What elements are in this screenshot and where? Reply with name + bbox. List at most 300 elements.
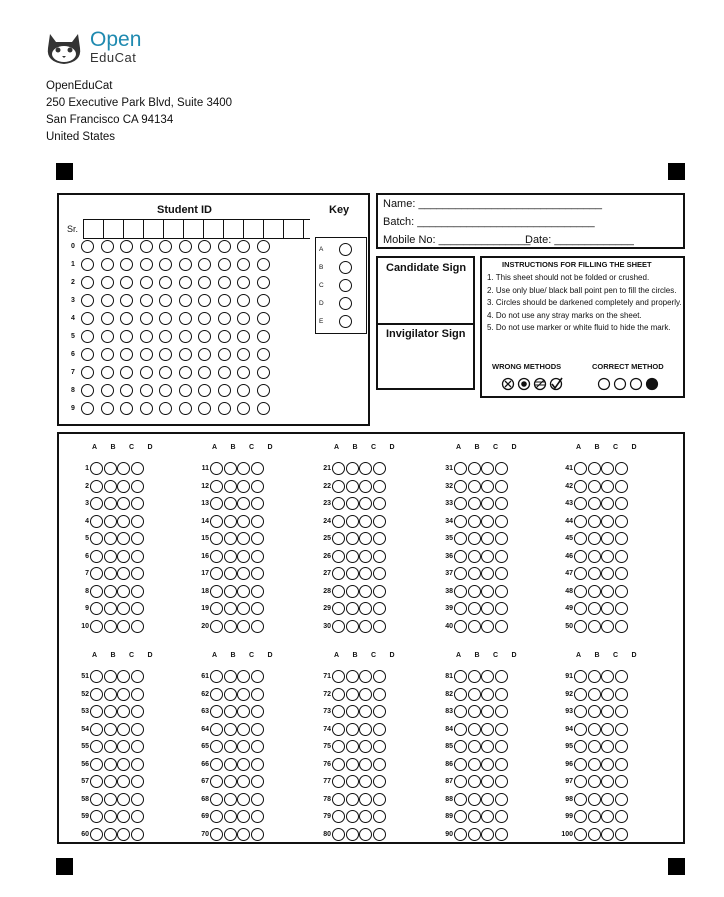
answer-bubble[interactable]: [237, 793, 250, 806]
answer-bubble[interactable]: [131, 515, 144, 528]
answer-bubble[interactable]: [615, 497, 628, 510]
answer-bubble[interactable]: [117, 810, 130, 823]
answer-bubble[interactable]: [131, 602, 144, 615]
id-bubble[interactable]: [198, 258, 211, 271]
answer-bubble[interactable]: [454, 515, 467, 528]
answer-bubble[interactable]: [574, 740, 587, 753]
answer-bubble[interactable]: [373, 670, 386, 683]
answer-bubble[interactable]: [332, 705, 345, 718]
id-bubble[interactable]: [198, 294, 211, 307]
id-bubble[interactable]: [218, 276, 231, 289]
key-bubble[interactable]: [339, 297, 352, 310]
id-bubble[interactable]: [237, 366, 250, 379]
answer-bubble[interactable]: [224, 723, 237, 736]
answer-bubble[interactable]: [104, 688, 117, 701]
answer-bubble[interactable]: [237, 758, 250, 771]
answer-bubble[interactable]: [574, 723, 587, 736]
answer-bubble[interactable]: [332, 550, 345, 563]
answer-bubble[interactable]: [588, 758, 601, 771]
answer-bubble[interactable]: [131, 532, 144, 545]
answer-bubble[interactable]: [454, 462, 467, 475]
answer-bubble[interactable]: [588, 462, 601, 475]
id-bubble[interactable]: [120, 348, 133, 361]
id-bubble[interactable]: [179, 276, 192, 289]
id-digit-box[interactable]: [264, 220, 284, 238]
id-digit-box[interactable]: [284, 220, 304, 238]
answer-bubble[interactable]: [373, 567, 386, 580]
answer-bubble[interactable]: [454, 585, 467, 598]
answer-bubble[interactable]: [495, 758, 508, 771]
answer-bubble[interactable]: [237, 550, 250, 563]
answer-bubble[interactable]: [90, 828, 103, 841]
answer-bubble[interactable]: [454, 688, 467, 701]
answer-bubble[interactable]: [131, 810, 144, 823]
answer-bubble[interactable]: [359, 670, 372, 683]
answer-bubble[interactable]: [104, 462, 117, 475]
id-bubble[interactable]: [257, 312, 270, 325]
answer-bubble[interactable]: [359, 480, 372, 493]
answer-bubble[interactable]: [90, 567, 103, 580]
answer-bubble[interactable]: [104, 620, 117, 633]
answer-bubble[interactable]: [90, 775, 103, 788]
student-id-entry-boxes[interactable]: [83, 219, 310, 239]
answer-bubble[interactable]: [495, 828, 508, 841]
answer-bubble[interactable]: [131, 793, 144, 806]
answer-bubble[interactable]: [373, 480, 386, 493]
mobile-field[interactable]: Mobile No: _______________: [383, 234, 531, 246]
answer-bubble[interactable]: [359, 723, 372, 736]
answer-bubble[interactable]: [468, 688, 481, 701]
answer-bubble[interactable]: [468, 758, 481, 771]
answer-bubble[interactable]: [615, 688, 628, 701]
id-bubble[interactable]: [120, 384, 133, 397]
answer-bubble[interactable]: [251, 810, 264, 823]
answer-bubble[interactable]: [332, 670, 345, 683]
answer-bubble[interactable]: [131, 670, 144, 683]
id-digit-box[interactable]: [124, 220, 144, 238]
id-bubble[interactable]: [218, 240, 231, 253]
answer-bubble[interactable]: [481, 515, 494, 528]
id-bubble[interactable]: [257, 258, 270, 271]
id-bubble[interactable]: [218, 402, 231, 415]
id-bubble[interactable]: [159, 384, 172, 397]
answer-bubble[interactable]: [601, 828, 614, 841]
key-bubble[interactable]: [339, 261, 352, 274]
answer-bubble[interactable]: [210, 602, 223, 615]
answer-bubble[interactable]: [468, 585, 481, 598]
answer-bubble[interactable]: [224, 480, 237, 493]
answer-bubble[interactable]: [615, 550, 628, 563]
answer-bubble[interactable]: [332, 585, 345, 598]
answer-bubble[interactable]: [468, 723, 481, 736]
answer-bubble[interactable]: [251, 670, 264, 683]
answer-bubble[interactable]: [495, 550, 508, 563]
answer-bubble[interactable]: [468, 828, 481, 841]
answer-bubble[interactable]: [251, 567, 264, 580]
id-digit-box[interactable]: [164, 220, 184, 238]
id-bubble[interactable]: [101, 366, 114, 379]
id-digit-box[interactable]: [204, 220, 224, 238]
id-bubble[interactable]: [159, 276, 172, 289]
answer-bubble[interactable]: [615, 740, 628, 753]
answer-bubble[interactable]: [615, 602, 628, 615]
answer-bubble[interactable]: [237, 602, 250, 615]
answer-bubble[interactable]: [117, 828, 130, 841]
answer-bubble[interactable]: [574, 585, 587, 598]
id-bubble[interactable]: [101, 384, 114, 397]
answer-bubble[interactable]: [574, 758, 587, 771]
answer-bubble[interactable]: [454, 828, 467, 841]
answer-bubble[interactable]: [210, 567, 223, 580]
answer-bubble[interactable]: [90, 810, 103, 823]
answer-bubble[interactable]: [117, 620, 130, 633]
answer-bubble[interactable]: [574, 828, 587, 841]
answer-bubble[interactable]: [373, 585, 386, 598]
answer-bubble[interactable]: [359, 688, 372, 701]
answer-bubble[interactable]: [359, 497, 372, 510]
answer-bubble[interactable]: [251, 775, 264, 788]
answer-bubble[interactable]: [481, 550, 494, 563]
id-bubble[interactable]: [81, 402, 94, 415]
id-bubble[interactable]: [179, 384, 192, 397]
answer-bubble[interactable]: [117, 602, 130, 615]
id-bubble[interactable]: [140, 258, 153, 271]
answer-bubble[interactable]: [454, 620, 467, 633]
id-bubble[interactable]: [179, 240, 192, 253]
answer-bubble[interactable]: [574, 775, 587, 788]
answer-bubble[interactable]: [117, 723, 130, 736]
answer-bubble[interactable]: [104, 670, 117, 683]
id-bubble[interactable]: [198, 312, 211, 325]
id-bubble[interactable]: [120, 312, 133, 325]
id-bubble[interactable]: [159, 312, 172, 325]
id-bubble[interactable]: [120, 240, 133, 253]
answer-bubble[interactable]: [237, 688, 250, 701]
id-bubble[interactable]: [237, 330, 250, 343]
answer-bubble[interactable]: [210, 670, 223, 683]
answer-bubble[interactable]: [615, 462, 628, 475]
answer-bubble[interactable]: [90, 480, 103, 493]
answer-bubble[interactable]: [574, 620, 587, 633]
answer-bubble[interactable]: [481, 585, 494, 598]
answer-bubble[interactable]: [346, 462, 359, 475]
id-bubble[interactable]: [81, 330, 94, 343]
answer-bubble[interactable]: [588, 810, 601, 823]
answer-bubble[interactable]: [104, 775, 117, 788]
answer-bubble[interactable]: [495, 620, 508, 633]
id-bubble[interactable]: [257, 384, 270, 397]
answer-bubble[interactable]: [346, 670, 359, 683]
answer-bubble[interactable]: [615, 515, 628, 528]
answer-bubble[interactable]: [615, 775, 628, 788]
answer-bubble[interactable]: [574, 688, 587, 701]
answer-bubble[interactable]: [117, 515, 130, 528]
answer-bubble[interactable]: [588, 602, 601, 615]
answer-bubble[interactable]: [224, 828, 237, 841]
answer-bubble[interactable]: [601, 497, 614, 510]
answer-bubble[interactable]: [574, 670, 587, 683]
id-bubble[interactable]: [198, 348, 211, 361]
answer-bubble[interactable]: [131, 758, 144, 771]
answer-bubble[interactable]: [224, 602, 237, 615]
answer-bubble[interactable]: [615, 793, 628, 806]
id-bubble[interactable]: [218, 384, 231, 397]
answer-bubble[interactable]: [224, 585, 237, 598]
answer-bubble[interactable]: [615, 585, 628, 598]
answer-bubble[interactable]: [588, 793, 601, 806]
id-bubble[interactable]: [140, 330, 153, 343]
id-bubble[interactable]: [101, 276, 114, 289]
answer-bubble[interactable]: [224, 775, 237, 788]
answer-bubble[interactable]: [454, 758, 467, 771]
answer-bubble[interactable]: [495, 497, 508, 510]
answer-bubble[interactable]: [251, 688, 264, 701]
answer-bubble[interactable]: [224, 515, 237, 528]
answer-bubble[interactable]: [481, 567, 494, 580]
answer-bubble[interactable]: [574, 497, 587, 510]
answer-bubble[interactable]: [601, 810, 614, 823]
answer-bubble[interactable]: [224, 688, 237, 701]
answer-bubble[interactable]: [251, 620, 264, 633]
answer-bubble[interactable]: [615, 828, 628, 841]
id-bubble[interactable]: [237, 258, 250, 271]
answer-bubble[interactable]: [237, 723, 250, 736]
id-bubble[interactable]: [101, 348, 114, 361]
answer-bubble[interactable]: [373, 810, 386, 823]
answer-bubble[interactable]: [588, 480, 601, 493]
answer-bubble[interactable]: [104, 758, 117, 771]
answer-bubble[interactable]: [332, 775, 345, 788]
id-bubble[interactable]: [159, 240, 172, 253]
id-bubble[interactable]: [257, 402, 270, 415]
answer-bubble[interactable]: [601, 480, 614, 493]
answer-bubble[interactable]: [601, 602, 614, 615]
answer-bubble[interactable]: [468, 620, 481, 633]
answer-bubble[interactable]: [251, 585, 264, 598]
answer-bubble[interactable]: [104, 532, 117, 545]
id-bubble[interactable]: [140, 366, 153, 379]
answer-bubble[interactable]: [495, 705, 508, 718]
answer-bubble[interactable]: [210, 497, 223, 510]
answer-bubble[interactable]: [346, 480, 359, 493]
answer-bubble[interactable]: [210, 515, 223, 528]
answer-bubble[interactable]: [131, 688, 144, 701]
id-bubble[interactable]: [101, 258, 114, 271]
answer-bubble[interactable]: [90, 620, 103, 633]
id-bubble[interactable]: [179, 330, 192, 343]
answer-bubble[interactable]: [131, 550, 144, 563]
id-bubble[interactable]: [237, 276, 250, 289]
id-digit-box[interactable]: [184, 220, 204, 238]
answer-bubble[interactable]: [373, 602, 386, 615]
answer-bubble[interactable]: [481, 758, 494, 771]
answer-bubble[interactable]: [454, 670, 467, 683]
answer-bubble[interactable]: [131, 705, 144, 718]
answer-bubble[interactable]: [251, 723, 264, 736]
answer-bubble[interactable]: [90, 462, 103, 475]
answer-bubble[interactable]: [346, 775, 359, 788]
id-bubble[interactable]: [218, 312, 231, 325]
answer-bubble[interactable]: [359, 550, 372, 563]
answer-bubble[interactable]: [468, 497, 481, 510]
answer-bubble[interactable]: [131, 462, 144, 475]
answer-bubble[interactable]: [346, 602, 359, 615]
answer-bubble[interactable]: [237, 705, 250, 718]
answer-bubble[interactable]: [90, 585, 103, 598]
answer-bubble[interactable]: [468, 515, 481, 528]
answer-bubble[interactable]: [468, 810, 481, 823]
answer-bubble[interactable]: [104, 810, 117, 823]
id-bubble[interactable]: [179, 294, 192, 307]
answer-bubble[interactable]: [359, 602, 372, 615]
answer-bubble[interactable]: [481, 620, 494, 633]
answer-bubble[interactable]: [495, 480, 508, 493]
answer-bubble[interactable]: [495, 670, 508, 683]
id-bubble[interactable]: [159, 330, 172, 343]
id-bubble[interactable]: [179, 348, 192, 361]
id-bubble[interactable]: [257, 330, 270, 343]
answer-bubble[interactable]: [117, 688, 130, 701]
answer-bubble[interactable]: [237, 620, 250, 633]
answer-bubble[interactable]: [454, 810, 467, 823]
answer-bubble[interactable]: [481, 740, 494, 753]
id-bubble[interactable]: [237, 384, 250, 397]
answer-bubble[interactable]: [104, 567, 117, 580]
answer-bubble[interactable]: [346, 585, 359, 598]
answer-bubble[interactable]: [359, 620, 372, 633]
id-bubble[interactable]: [257, 366, 270, 379]
answer-bubble[interactable]: [210, 585, 223, 598]
answer-bubble[interactable]: [495, 810, 508, 823]
answer-bubble[interactable]: [90, 705, 103, 718]
answer-bubble[interactable]: [454, 602, 467, 615]
answer-bubble[interactable]: [131, 828, 144, 841]
answer-bubble[interactable]: [601, 793, 614, 806]
id-digit-box[interactable]: [244, 220, 264, 238]
answer-bubble[interactable]: [468, 775, 481, 788]
id-bubble[interactable]: [257, 240, 270, 253]
id-bubble[interactable]: [218, 294, 231, 307]
answer-bubble[interactable]: [601, 758, 614, 771]
answer-bubble[interactable]: [117, 567, 130, 580]
answer-bubble[interactable]: [237, 480, 250, 493]
id-bubble[interactable]: [120, 294, 133, 307]
answer-bubble[interactable]: [90, 723, 103, 736]
answer-bubble[interactable]: [224, 705, 237, 718]
id-bubble[interactable]: [257, 294, 270, 307]
answer-bubble[interactable]: [224, 550, 237, 563]
answer-bubble[interactable]: [481, 670, 494, 683]
answer-bubble[interactable]: [454, 775, 467, 788]
answer-bubble[interactable]: [210, 810, 223, 823]
answer-bubble[interactable]: [373, 793, 386, 806]
name-field[interactable]: Name: ______________________________: [383, 198, 602, 210]
id-bubble[interactable]: [81, 294, 94, 307]
answer-bubble[interactable]: [574, 550, 587, 563]
answer-bubble[interactable]: [468, 462, 481, 475]
answer-bubble[interactable]: [359, 740, 372, 753]
answer-bubble[interactable]: [588, 532, 601, 545]
id-bubble[interactable]: [140, 276, 153, 289]
answer-bubble[interactable]: [481, 775, 494, 788]
answer-bubble[interactable]: [373, 620, 386, 633]
id-bubble[interactable]: [120, 276, 133, 289]
answer-bubble[interactable]: [359, 758, 372, 771]
id-bubble[interactable]: [179, 402, 192, 415]
answer-bubble[interactable]: [481, 810, 494, 823]
answer-bubble[interactable]: [574, 515, 587, 528]
answer-bubble[interactable]: [332, 828, 345, 841]
answer-bubble[interactable]: [359, 705, 372, 718]
answer-bubble[interactable]: [454, 705, 467, 718]
answer-bubble[interactable]: [574, 532, 587, 545]
answer-bubble[interactable]: [588, 775, 601, 788]
answer-bubble[interactable]: [601, 670, 614, 683]
answer-bubble[interactable]: [495, 775, 508, 788]
answer-bubble[interactable]: [346, 550, 359, 563]
answer-bubble[interactable]: [104, 740, 117, 753]
answer-bubble[interactable]: [481, 705, 494, 718]
answer-bubble[interactable]: [373, 497, 386, 510]
answer-bubble[interactable]: [495, 793, 508, 806]
answer-bubble[interactable]: [224, 758, 237, 771]
answer-bubble[interactable]: [588, 620, 601, 633]
answer-bubble[interactable]: [495, 567, 508, 580]
id-bubble[interactable]: [159, 402, 172, 415]
answer-bubble[interactable]: [117, 793, 130, 806]
answer-bubble[interactable]: [588, 688, 601, 701]
answer-bubble[interactable]: [237, 532, 250, 545]
answer-bubble[interactable]: [615, 567, 628, 580]
id-bubble[interactable]: [81, 240, 94, 253]
answer-bubble[interactable]: [468, 532, 481, 545]
answer-bubble[interactable]: [90, 758, 103, 771]
answer-bubble[interactable]: [373, 550, 386, 563]
answer-bubble[interactable]: [468, 670, 481, 683]
batch-field[interactable]: Batch: _____________________________: [383, 216, 595, 228]
answer-bubble[interactable]: [615, 670, 628, 683]
answer-bubble[interactable]: [574, 810, 587, 823]
answer-bubble[interactable]: [574, 705, 587, 718]
id-bubble[interactable]: [198, 330, 211, 343]
answer-bubble[interactable]: [601, 775, 614, 788]
answer-bubble[interactable]: [495, 462, 508, 475]
id-bubble[interactable]: [257, 348, 270, 361]
answer-bubble[interactable]: [104, 602, 117, 615]
answer-bubble[interactable]: [237, 462, 250, 475]
answer-bubble[interactable]: [481, 723, 494, 736]
answer-bubble[interactable]: [373, 705, 386, 718]
id-bubble[interactable]: [140, 402, 153, 415]
answer-bubble[interactable]: [332, 723, 345, 736]
answer-bubble[interactable]: [332, 620, 345, 633]
answer-bubble[interactable]: [131, 775, 144, 788]
answer-bubble[interactable]: [131, 497, 144, 510]
answer-bubble[interactable]: [237, 585, 250, 598]
answer-bubble[interactable]: [117, 670, 130, 683]
answer-bubble[interactable]: [346, 532, 359, 545]
answer-bubble[interactable]: [210, 462, 223, 475]
answer-bubble[interactable]: [601, 620, 614, 633]
answer-bubble[interactable]: [481, 602, 494, 615]
answer-bubble[interactable]: [332, 532, 345, 545]
id-bubble[interactable]: [218, 258, 231, 271]
answer-bubble[interactable]: [359, 532, 372, 545]
answer-bubble[interactable]: [601, 723, 614, 736]
answer-bubble[interactable]: [332, 602, 345, 615]
answer-bubble[interactable]: [224, 740, 237, 753]
answer-bubble[interactable]: [332, 567, 345, 580]
